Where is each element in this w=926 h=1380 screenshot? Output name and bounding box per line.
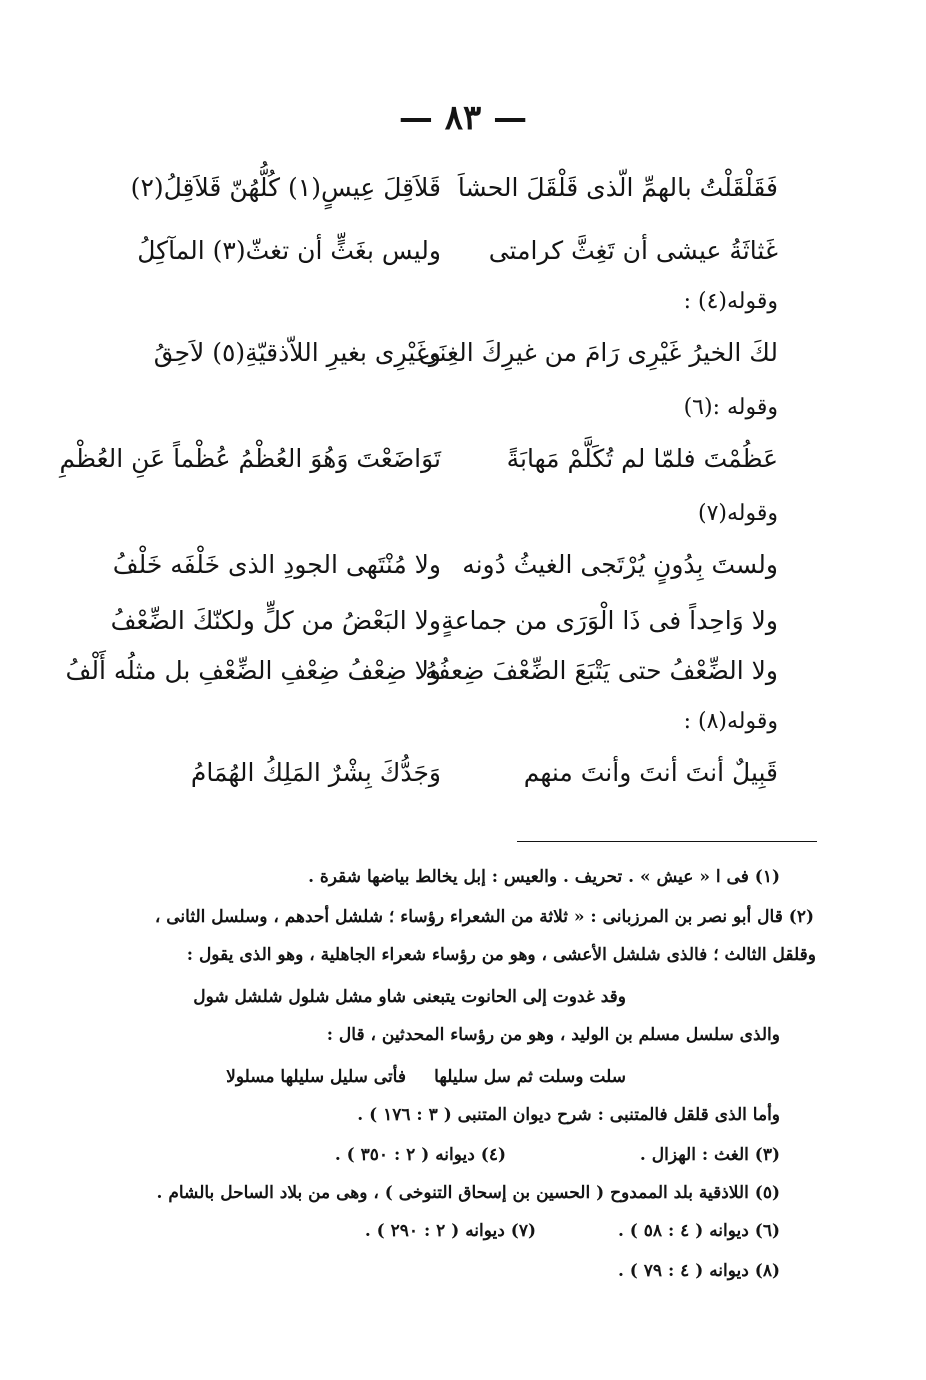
- verse-6-first-hemistich: عَظُمْتَ فلمّا لم تُكَلَّمْ مَهابَةً: [506, 444, 778, 473]
- page-number: — ٨٣ —: [398, 98, 528, 138]
- verse-7a-first-hemistich: ولستَ بِدُونٍ يُرْتَجى الغيثُ دُونه: [462, 550, 778, 579]
- footnote-7: (٧) ديوانه ( ٢ : ٢٩٠ ) .: [364, 1221, 536, 1241]
- verse-6-second-hemistich: تَوَاضَعْتَ وَهُوَ العُظْمُ عُظْماً عَنِ العُظْمِ: [59, 444, 441, 473]
- footnote-2-line-3: والذى سلسل مسلم بن الوليد ، وهو من رؤساء المحدثين ، قال :: [326, 1025, 780, 1045]
- verse-7c-first-hemistich: ولا الضِّعْفُ حتى يَتْبَعَ الضِّعْفَ ضِعفُهُ: [425, 656, 778, 685]
- verse-1-first-hemistich: فَقَلْقَلْتُ بالهمِّ الّذى قَلْقَلَ الحشاَ: [457, 173, 778, 202]
- intro-8: وقوله(٨) :: [683, 709, 778, 734]
- footnote-2-poem-1-second: شاو مشل شلول شلشل شول: [193, 987, 406, 1007]
- intro-6: وقوله :(٦): [683, 395, 778, 420]
- verse-2-second-hemistich: وليس بغَثٍّ أن تغثّ(٣) المآكِلُ: [137, 236, 441, 265]
- footnote-2-line-2: وقلقل الثالث ؛ فالذى شلشل الأعشى ، وهو من رؤساء شعراء الجاهلية ، وهو الذى يقول :: [186, 945, 816, 965]
- intro-7: وقوله(٧): [697, 501, 778, 526]
- verse-1-second-hemistich: قَلاَقِلَ عِيسٍ(١) كُلُّهُنّ قَلاَقِلُ(٢): [130, 173, 441, 202]
- footnote-6: (٦) ديوانه ( ٤ : ٥٨ ) .: [617, 1221, 780, 1241]
- verse-7b-first-hemistich: ولا وَاحِداً فى ذَا الْوَرَى من جماعةٍ: [441, 606, 778, 635]
- footnote-8: (٨) ديوانه ( ٤ : ٧٩ ) .: [617, 1261, 780, 1281]
- verse-7b-second-hemistich: ولا البَعْضُ من كلٍّ ولكنّكَ الضِّعْفُ: [110, 606, 441, 635]
- verse-7c-second-hemistich: ولا ضِعْفُ ضِعْفِ الضِّعْفِ بل مثلُه أَلْفُ: [65, 656, 441, 685]
- footnote-2-poem-2-second: فأتى سليل سليلها مسلولا: [226, 1067, 406, 1087]
- verse-2-first-hemistich: غَثاثَةُ عيشى أن تَغِثَّ كرامتى: [488, 236, 778, 265]
- verse-8-second-hemistich: وَجَدُّكَ بِشْرٌ المَلِكُ الهُمَامُ: [190, 758, 441, 787]
- intro-4: وقوله(٤) :: [683, 289, 778, 314]
- verse-8-first-hemistich: قَبِيلٌ أنتَ أنتَ وأنتَ منهم: [523, 758, 778, 787]
- footnote-2-line-1: (٢) قال أبو نصر بن المرزبانى : « ثلاثة من الشعراء رؤساء ؛ شلشل أحدهم ، وسلسل الثانى ،: [154, 907, 814, 927]
- footnote-4: (٤) ديوانه ( ٢ : ٣٥٠ ) .: [334, 1145, 506, 1165]
- footnote-3: (٣) الغث : الهزال .: [639, 1145, 780, 1165]
- footnote-2-poem-2-first: سلت وسلت ثم سل سليلها: [434, 1067, 626, 1087]
- verse-4-second-hemistich: وغَيْرِى بغيرِ اللاّذقيّةِ(٥) لاَحِقُ: [153, 338, 441, 367]
- verse-4-first-hemistich: لكَ الخيرُ غَيْرِى رَامَ من غيرِكَ الغِنَى: [418, 338, 778, 367]
- footnote-5: (٥) اللاذقية بلد الممدوح ( الحسين بن إسحاق التنوخى ) ، وهى من بلاد الساحل بالشام .: [156, 1183, 780, 1203]
- footnote-2-line-4: وأما الذى قلقل فالمتنبى : شرح ديوان المتنبى ( ٣ : ١٧٦ ) .: [357, 1105, 780, 1125]
- footnote-2-poem-1-first: وقد غدوت إلى الحانوت يتبعنى: [412, 987, 626, 1007]
- footnote-divider: [517, 841, 817, 842]
- verse-7a-second-hemistich: ولا مُنْتَهى الجودِ الذى خَلْفَه خَلْفُ: [112, 550, 441, 579]
- footnote-1: (١) فى ا « عيش » . تحريف . والعيس : إبل يخالط بياضها شقرة .: [308, 867, 780, 887]
